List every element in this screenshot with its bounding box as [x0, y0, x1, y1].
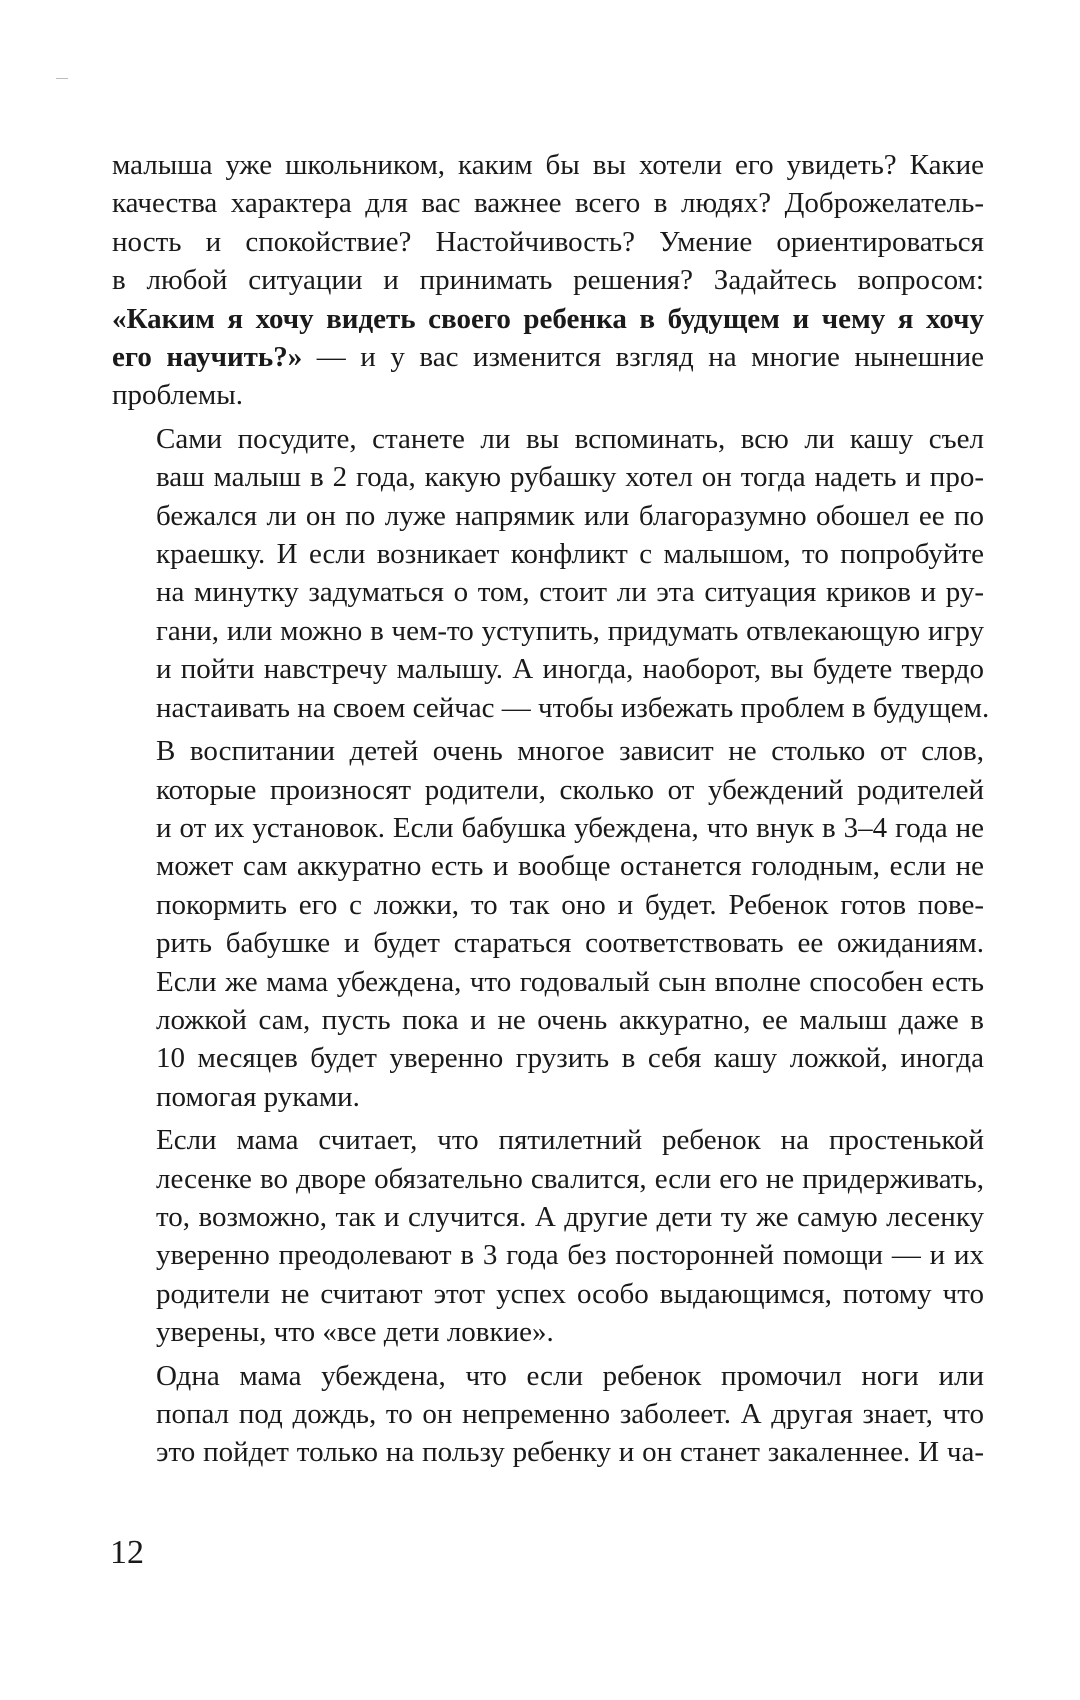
text-line	[112, 1078, 984, 1116]
text-segment: родители не считают этот успех особо выдающимся, потому что	[156, 1277, 984, 1310]
text-segment: малыша уже школьником, каким бы вы хотели его увидеть? Какие	[112, 149, 984, 181]
text-line	[112, 1357, 984, 1395]
text-line	[112, 338, 984, 376]
text-segment: гани, или можно в чем-то уступить, придумать отвлекающую игру	[156, 614, 984, 647]
text-segment: это пойдет только на пользу ребенку и он станет закаленнее. И ча-	[156, 1436, 984, 1469]
text-segment: бежался ли он по луже напрямик или благоразумно обошел ее по	[156, 499, 984, 532]
text-line	[112, 300, 984, 338]
paragraph	[112, 1357, 984, 1472]
text-line	[112, 146, 984, 184]
text-line	[112, 1121, 984, 1159]
text-line	[112, 771, 984, 809]
text-line	[112, 809, 984, 847]
text-segment: и от их установок. Если бабушка убеждена, что внук в 3–4 года не	[156, 811, 984, 844]
paragraph	[112, 1121, 984, 1351]
text-segment: рить бабушке и будет стараться соответствовать ее ожиданиям.	[156, 927, 984, 960]
text-line	[112, 1433, 984, 1471]
text-segment: уверены, что «все дети ловкие».	[156, 1316, 554, 1349]
text-line	[112, 1001, 984, 1039]
text-segment: и пойти навстречу малышу. А иногда, наоборот, вы будете твердо	[156, 653, 984, 686]
text-line	[112, 1039, 984, 1077]
text-segment: на минутку задуматься о том, стоит ли эта ситуация криков и ру-	[156, 576, 984, 609]
text-line	[112, 650, 984, 688]
text-line	[112, 535, 984, 573]
text-line	[112, 886, 984, 924]
text-segment: настаивать на своем сейчас — чтобы избежать проблем в будущем.	[156, 691, 990, 724]
text-line	[112, 1236, 984, 1274]
text-segment: — и у вас изменится взгляд на многие нынешние	[302, 341, 984, 374]
text-line	[112, 1395, 984, 1433]
text-segment: Если мама считает, что пятилетний ребенок на простенькой	[156, 1124, 984, 1157]
text-segment: покормить его с ложки, то так оно и будет. Ребенок готов пове-	[156, 888, 984, 921]
text-line	[112, 732, 984, 770]
text-segment: лесенке во дворе обязательно свалится, если его не придерживать,	[156, 1162, 984, 1195]
text-line	[112, 1198, 984, 1236]
text-line	[112, 1160, 984, 1198]
paragraph	[112, 732, 984, 1116]
body-text	[112, 146, 990, 1477]
text-segment: 10 месяцев будет уверенно грузить в себя кашу ложкой, иногда	[156, 1042, 984, 1075]
text-segment: проблемы.	[112, 379, 243, 412]
text-segment: Сами посудите, станете ли вы вспоминать, всю ли кашу съел	[156, 422, 984, 455]
text-line	[112, 497, 984, 535]
text-segment: ность и спокойствие? Настойчивость? Умение ориентироваться	[112, 225, 984, 258]
bold-text: «Каким я хочу видеть своего ребенка в будущем и чему я хочу	[112, 302, 984, 335]
text-line	[112, 184, 984, 222]
text-line	[112, 223, 984, 261]
text-line	[112, 420, 984, 458]
paragraph	[112, 146, 984, 415]
text-segment: краешку. И если возникает конфликт с малышом, то попробуйте	[156, 538, 984, 571]
text-line	[112, 261, 984, 299]
text-segment: в любой ситуации и принимать решения? Задайтесь вопросом:	[112, 264, 984, 297]
text-segment: которые произносят родители, сколько от убеждений родителей	[156, 773, 984, 806]
text-line	[112, 847, 984, 885]
text-segment: помогая руками.	[156, 1080, 360, 1113]
text-line	[112, 1275, 984, 1313]
text-line	[112, 963, 984, 1001]
text-line	[112, 458, 984, 496]
page-number: 12	[110, 1534, 144, 1571]
text-line	[112, 689, 990, 727]
text-segment: качества характера для вас важнее всего в людях? Доброжелатель-	[112, 187, 984, 220]
bold-text: его научить?»	[112, 341, 303, 374]
paragraph	[112, 420, 990, 727]
text-line	[112, 924, 984, 962]
scan-mark	[56, 78, 68, 79]
text-segment: может сам аккуратно есть и вообще останется голодным, если не	[156, 850, 984, 883]
text-segment: попал под дождь, то он непременно заболеет. А другая знает, что	[156, 1398, 984, 1430]
text-line	[112, 376, 984, 414]
text-segment: В воспитании детей очень многое зависит не столько от слов,	[156, 735, 984, 768]
text-segment: ложкой сам, пусть пока и не очень аккуратно, ее малыш даже в	[156, 1003, 984, 1036]
text-line	[112, 1313, 984, 1351]
text-segment: то, возможно, так и случится. А другие дети ту же самую лесенку	[156, 1200, 984, 1233]
text-segment: Одна мама убеждена, что если ребенок промочил ноги или	[156, 1359, 984, 1392]
text-line	[112, 573, 984, 611]
text-segment: уверенно преодолевают в 3 года без посторонней помощи — и их	[156, 1239, 984, 1272]
text-segment: Если же мама убеждена, что годовалый сын вполне способен есть	[156, 965, 984, 998]
text-segment: ваш малыш в 2 года, какую рубашку хотел он тогда надеть и про-	[156, 461, 984, 494]
text-line	[112, 612, 984, 650]
